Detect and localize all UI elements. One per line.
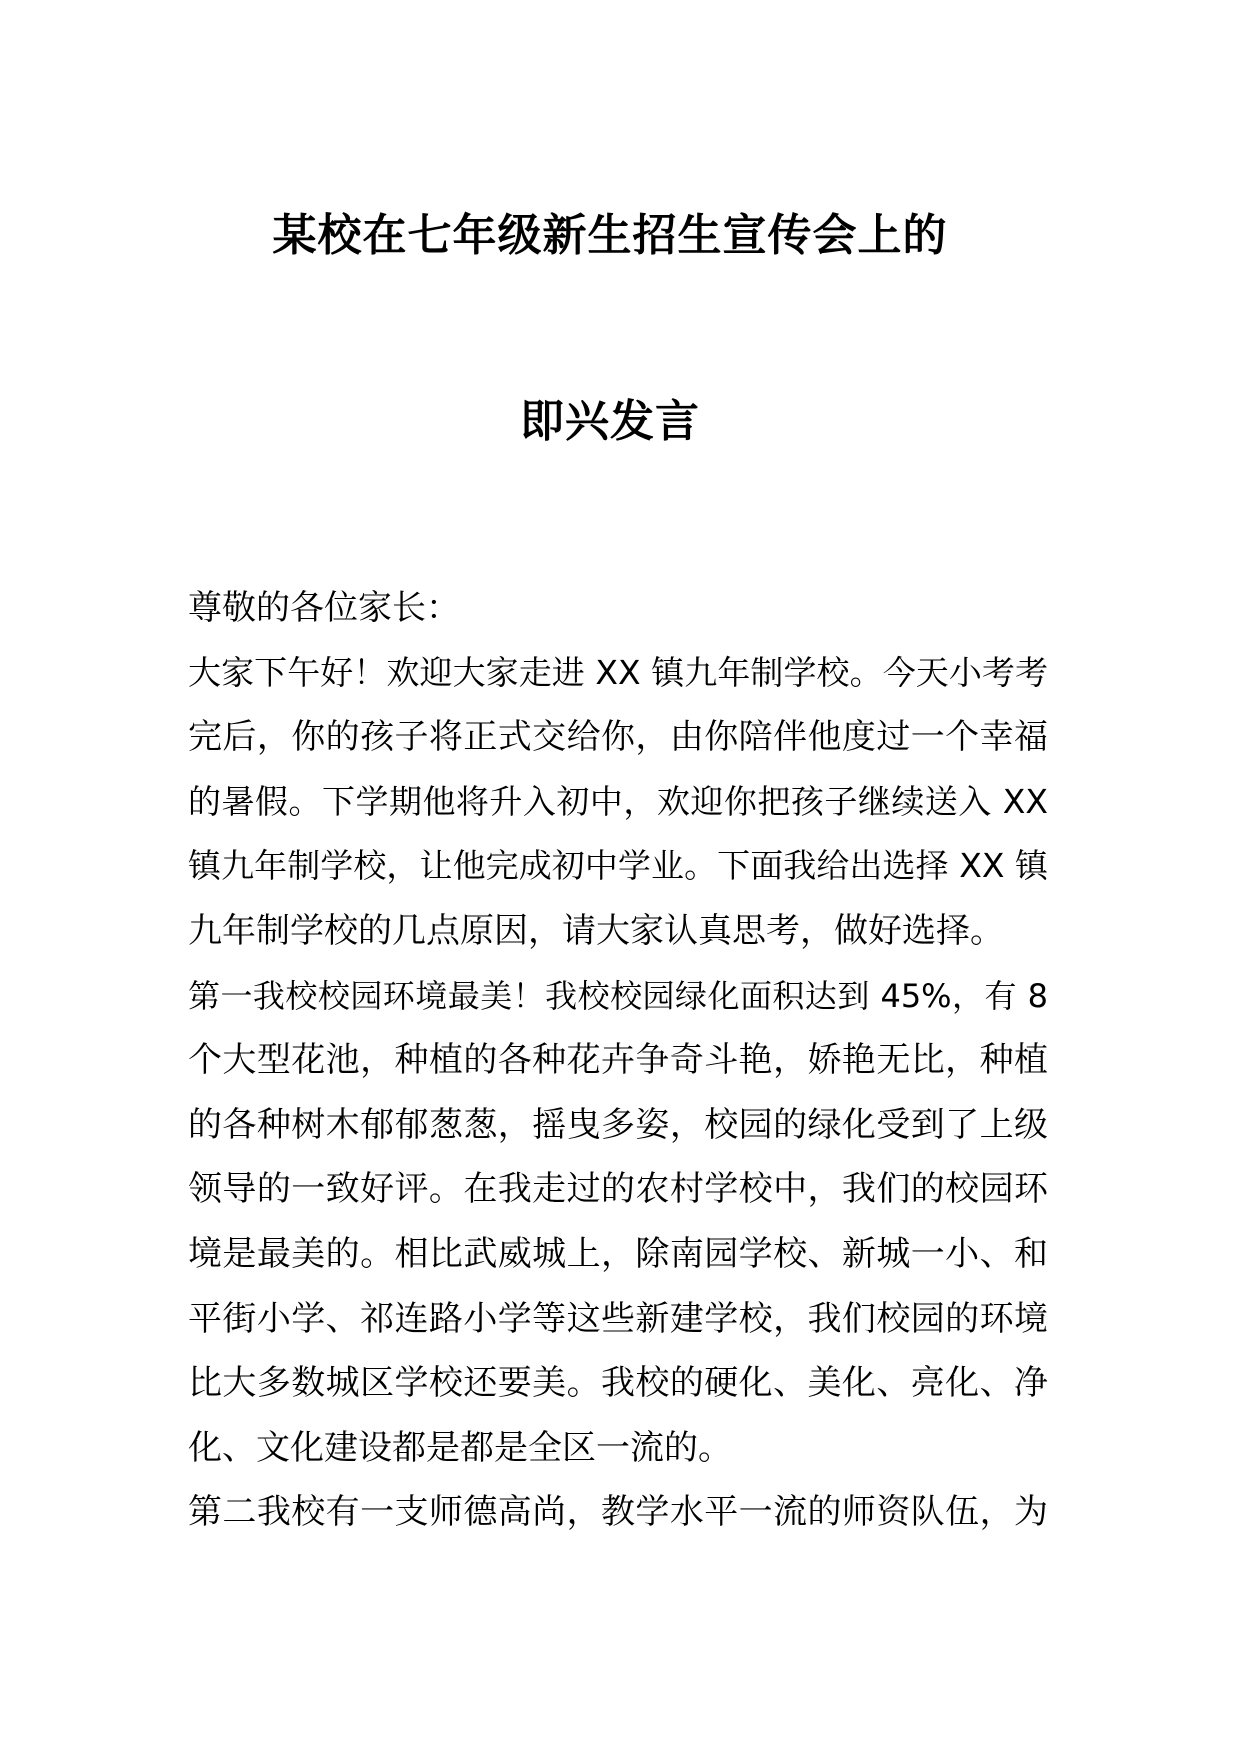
body-line: 九年制学校的几点原因，请大家认真思考，做好选择。 bbox=[188, 910, 1004, 951]
document-title-line-1: 某校在七年级新生招生宣传会上的 bbox=[272, 210, 948, 261]
body-line: 第二我校有一支师德高尚，教学水平一流的师资队伍，为 bbox=[188, 1492, 1048, 1533]
body-line: 平街小学、祁连路小学等这些新建学校，我们校园的环境 bbox=[188, 1298, 1048, 1339]
body-line: 镇九年制学校，让他完成初中学业。下面我给出选择 XX 镇 bbox=[188, 846, 1048, 886]
body-line: 领导的一致好评。在我走过的农村学校中，我们的校园环 bbox=[188, 1169, 1048, 1210]
salutation-line: 尊敬的各位家长： bbox=[188, 588, 460, 628]
document-body bbox=[188, 576, 1048, 1545]
body-line: 比大多数城区学校还要美。我校的硬化、美化、亮化、净 bbox=[188, 1363, 1048, 1404]
body-line: 化、文化建设都是都是全区一流的。 bbox=[188, 1427, 732, 1468]
body-line: 境是最美的。相比武威城上，除南园学校、新城一小、和 bbox=[188, 1233, 1048, 1274]
body-line: 个大型花池，种植的各种花卉争奇斗艳，娇艳无比，种植 bbox=[188, 1040, 1048, 1081]
body-line: 第一我校校园环境最美！我校校园绿化面积达到 45%，有 8 bbox=[188, 976, 1048, 1015]
body-line: 大家下午好！欢迎大家走进 XX 镇九年制学校。今天小考考 bbox=[188, 652, 1048, 692]
document-title-line-2: 即兴发言 bbox=[520, 396, 700, 447]
body-line: 的各种树木郁郁葱葱，摇曳多姿，校园的绿化受到了上级 bbox=[188, 1104, 1048, 1145]
body-line: 完后，你的孩子将正式交给你，由你陪伴他度过一个幸福 bbox=[188, 717, 1048, 758]
body-line: 的暑假。下学期他将升入初中，欢迎你把孩子继续送入 XX bbox=[188, 781, 1048, 821]
